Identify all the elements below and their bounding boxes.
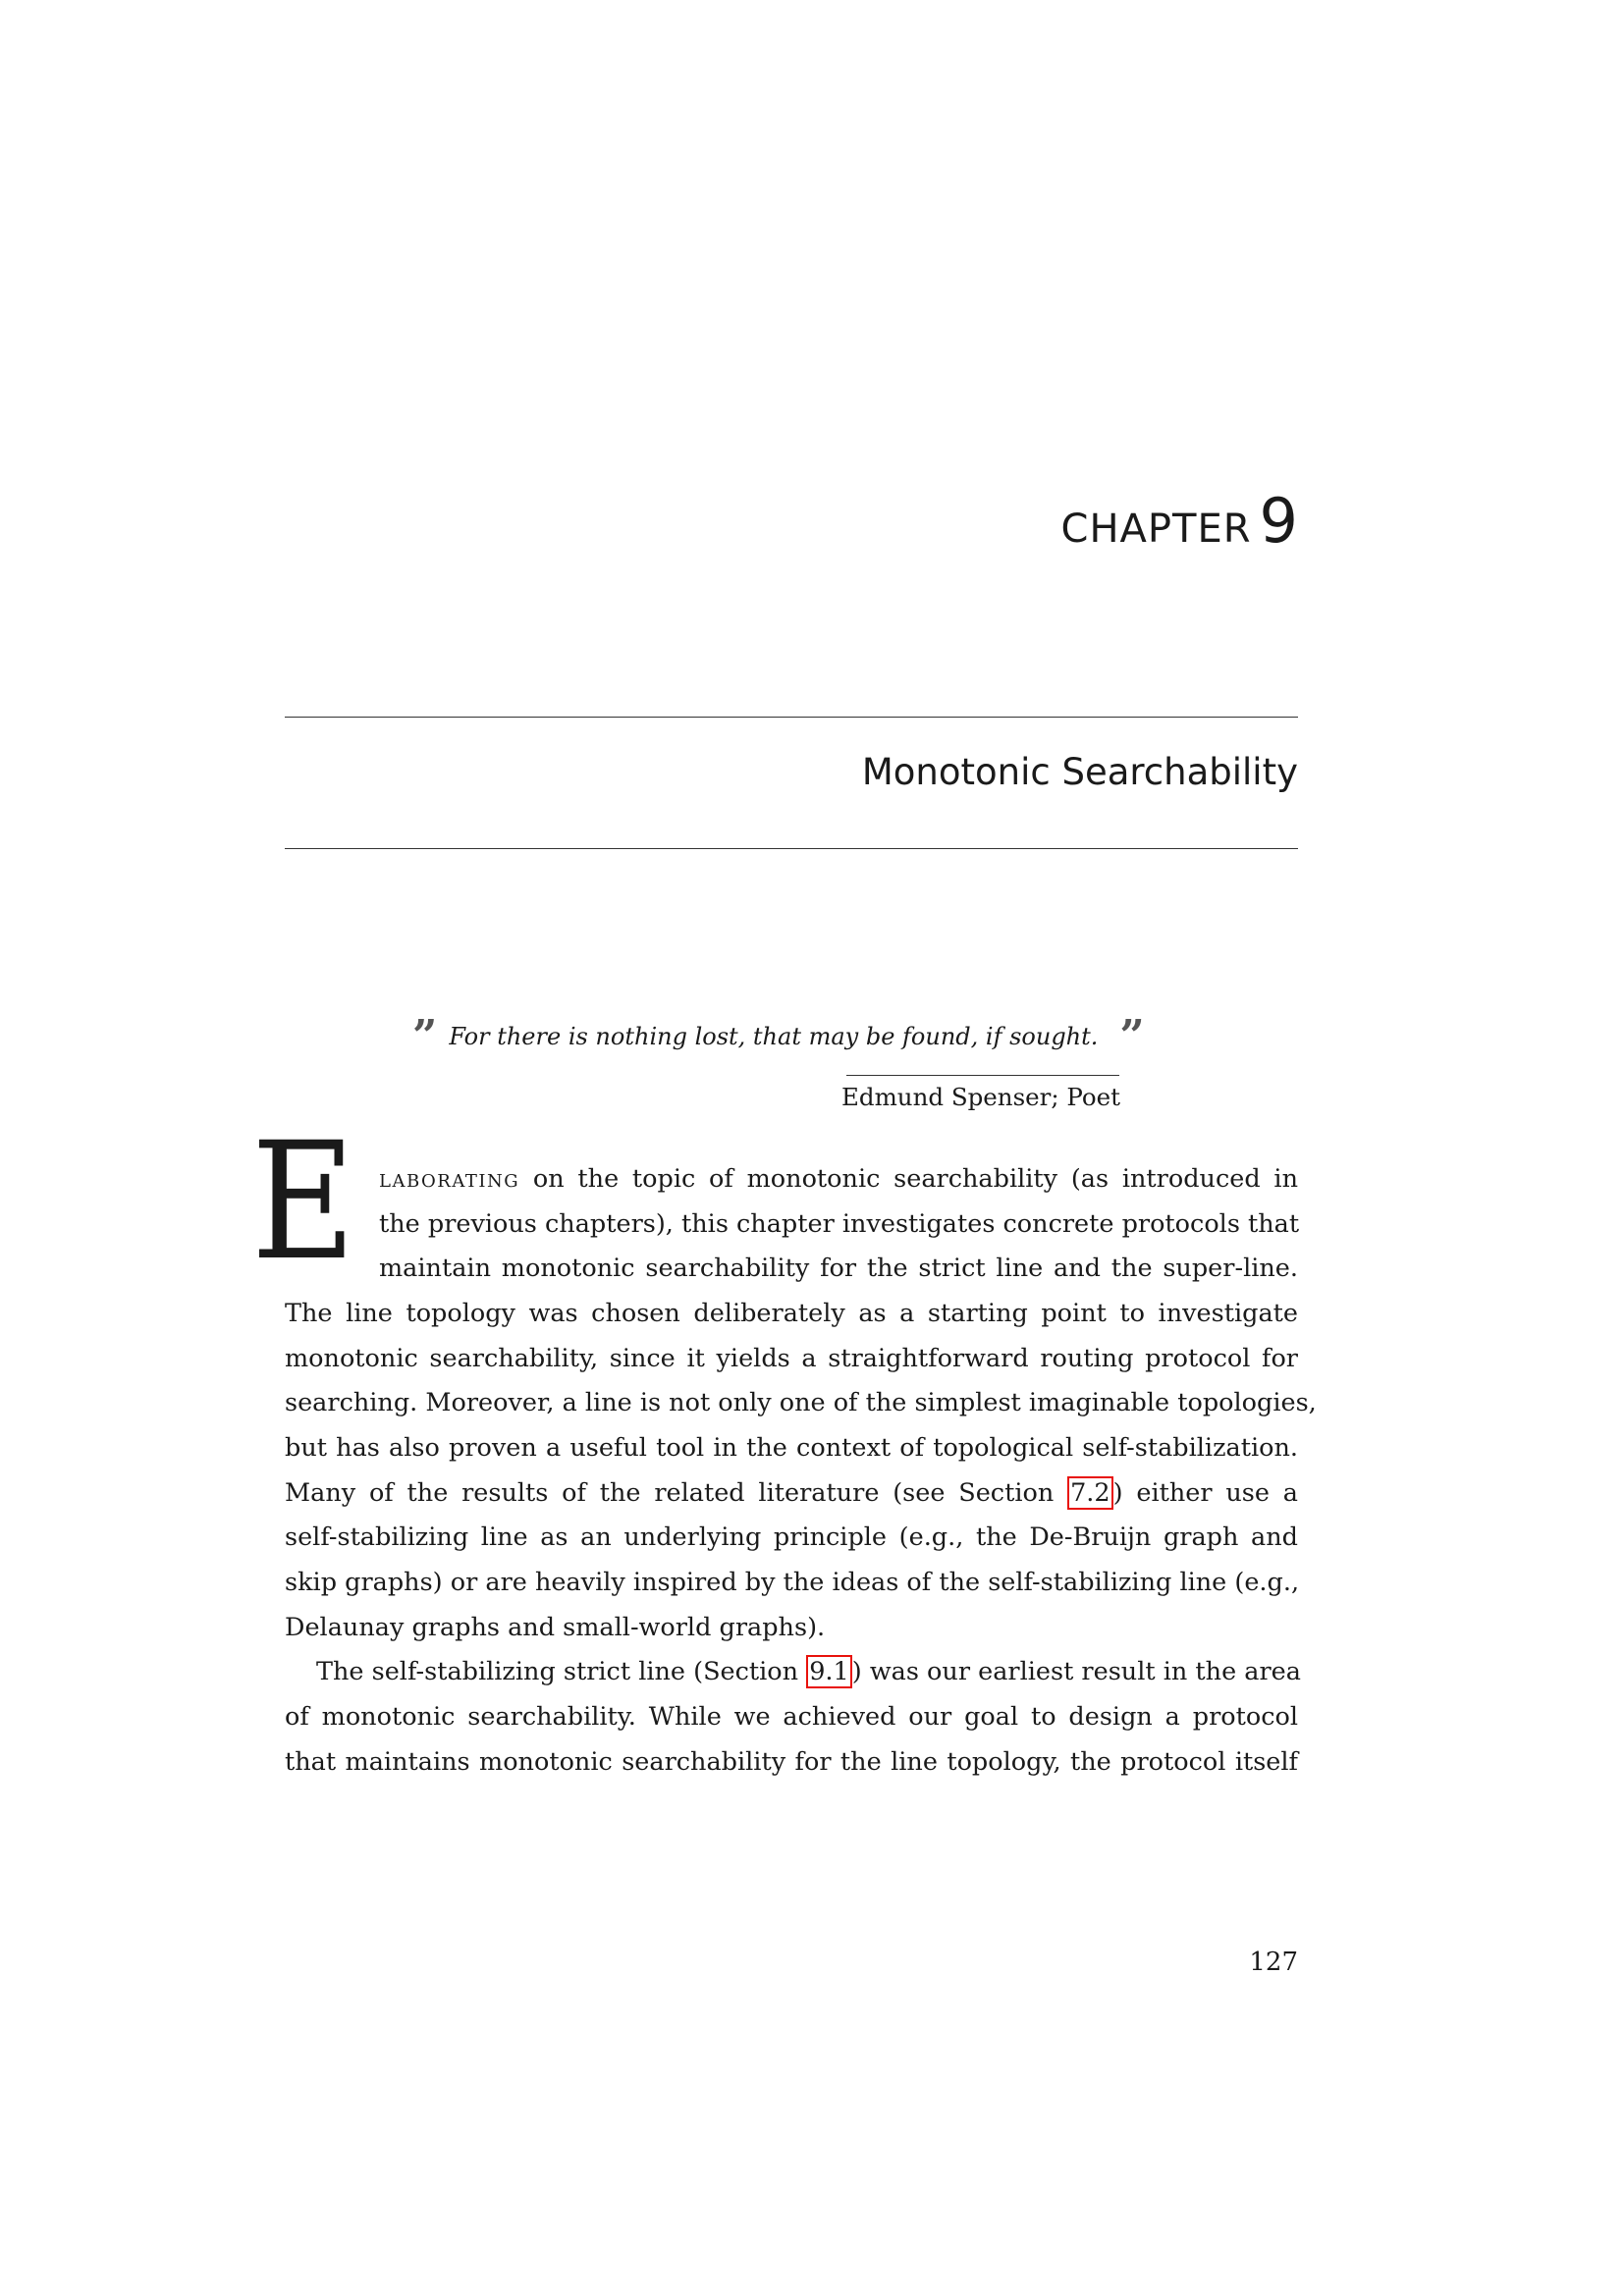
body-line: the previous chapters), this chapter investigates concrete protocols that — [379, 1209, 1300, 1239]
body-line: but has also proven a useful tool in the context of topological self-stabilization. — [285, 1433, 1298, 1463]
section-ref-link[interactable]: 9.1 — [806, 1655, 852, 1688]
lead-in-smallcaps: laborating — [379, 1164, 520, 1194]
epigraph-author: Edmund Spenser; Poet — [841, 1083, 1120, 1111]
drop-cap: E — [251, 1107, 355, 1296]
close-quote-mark: ” — [1119, 1011, 1145, 1061]
body-line: The line topology was chosen deliberately as a starting point to investigate — [285, 1299, 1298, 1328]
line-text: on the topic of monotonic searchability (as introduced in — [519, 1164, 1298, 1194]
body-line — [379, 1156, 1298, 1201]
chapter-label: CHAPTER — [1060, 507, 1252, 552]
line-text: Many of the results of the related literature (see Section — [285, 1478, 1068, 1508]
page-number: 127 — [1249, 1948, 1298, 1977]
chapter-title: Monotonic Searchability — [861, 751, 1298, 793]
body-line: skip graphs) or are heavily inspired by the ideas of the self-stabilizing line (e.g., — [285, 1568, 1300, 1597]
section-ref-link[interactable]: 7.2 — [1067, 1476, 1113, 1510]
title-rule-top — [285, 717, 1298, 718]
body-line: searching. Moreover, a line is not only one of the simplest imaginable topologies, — [285, 1388, 1317, 1417]
body-line: monotonic searchability, since it yields a straightforward routing protocol for — [285, 1344, 1298, 1373]
line-text: ) either use a — [1112, 1478, 1298, 1508]
body-line — [285, 1470, 1298, 1516]
body-line: that maintains monotonic searchability for the line topology, the protocol itself — [285, 1747, 1298, 1777]
title-rule-bottom — [285, 848, 1298, 849]
body-line — [316, 1649, 1301, 1694]
epigraph-text: For there is nothing lost, that may be found, if sought. — [449, 1023, 1099, 1050]
epigraph — [412, 1011, 1178, 1061]
body-line: self-stabilizing line as an underlying principle (e.g., the De-Bruijn graph and — [285, 1522, 1298, 1552]
body-line: of monotonic searchability. While we achieved our goal to design a protocol — [285, 1702, 1298, 1732]
line-text: ) was our earliest result in the area — [851, 1657, 1301, 1686]
epigraph-rule — [846, 1075, 1119, 1076]
chapter-heading — [1060, 485, 1298, 557]
body-line: maintain monotonic searchability for the strict line and the super-line. — [379, 1254, 1298, 1283]
line-text: The self-stabilizing strict line (Section — [316, 1657, 807, 1686]
open-quote-mark: ” — [412, 1011, 438, 1061]
body-line: Delaunay graphs and small-world graphs). — [285, 1613, 826, 1642]
chapter-number: 9 — [1259, 485, 1298, 557]
